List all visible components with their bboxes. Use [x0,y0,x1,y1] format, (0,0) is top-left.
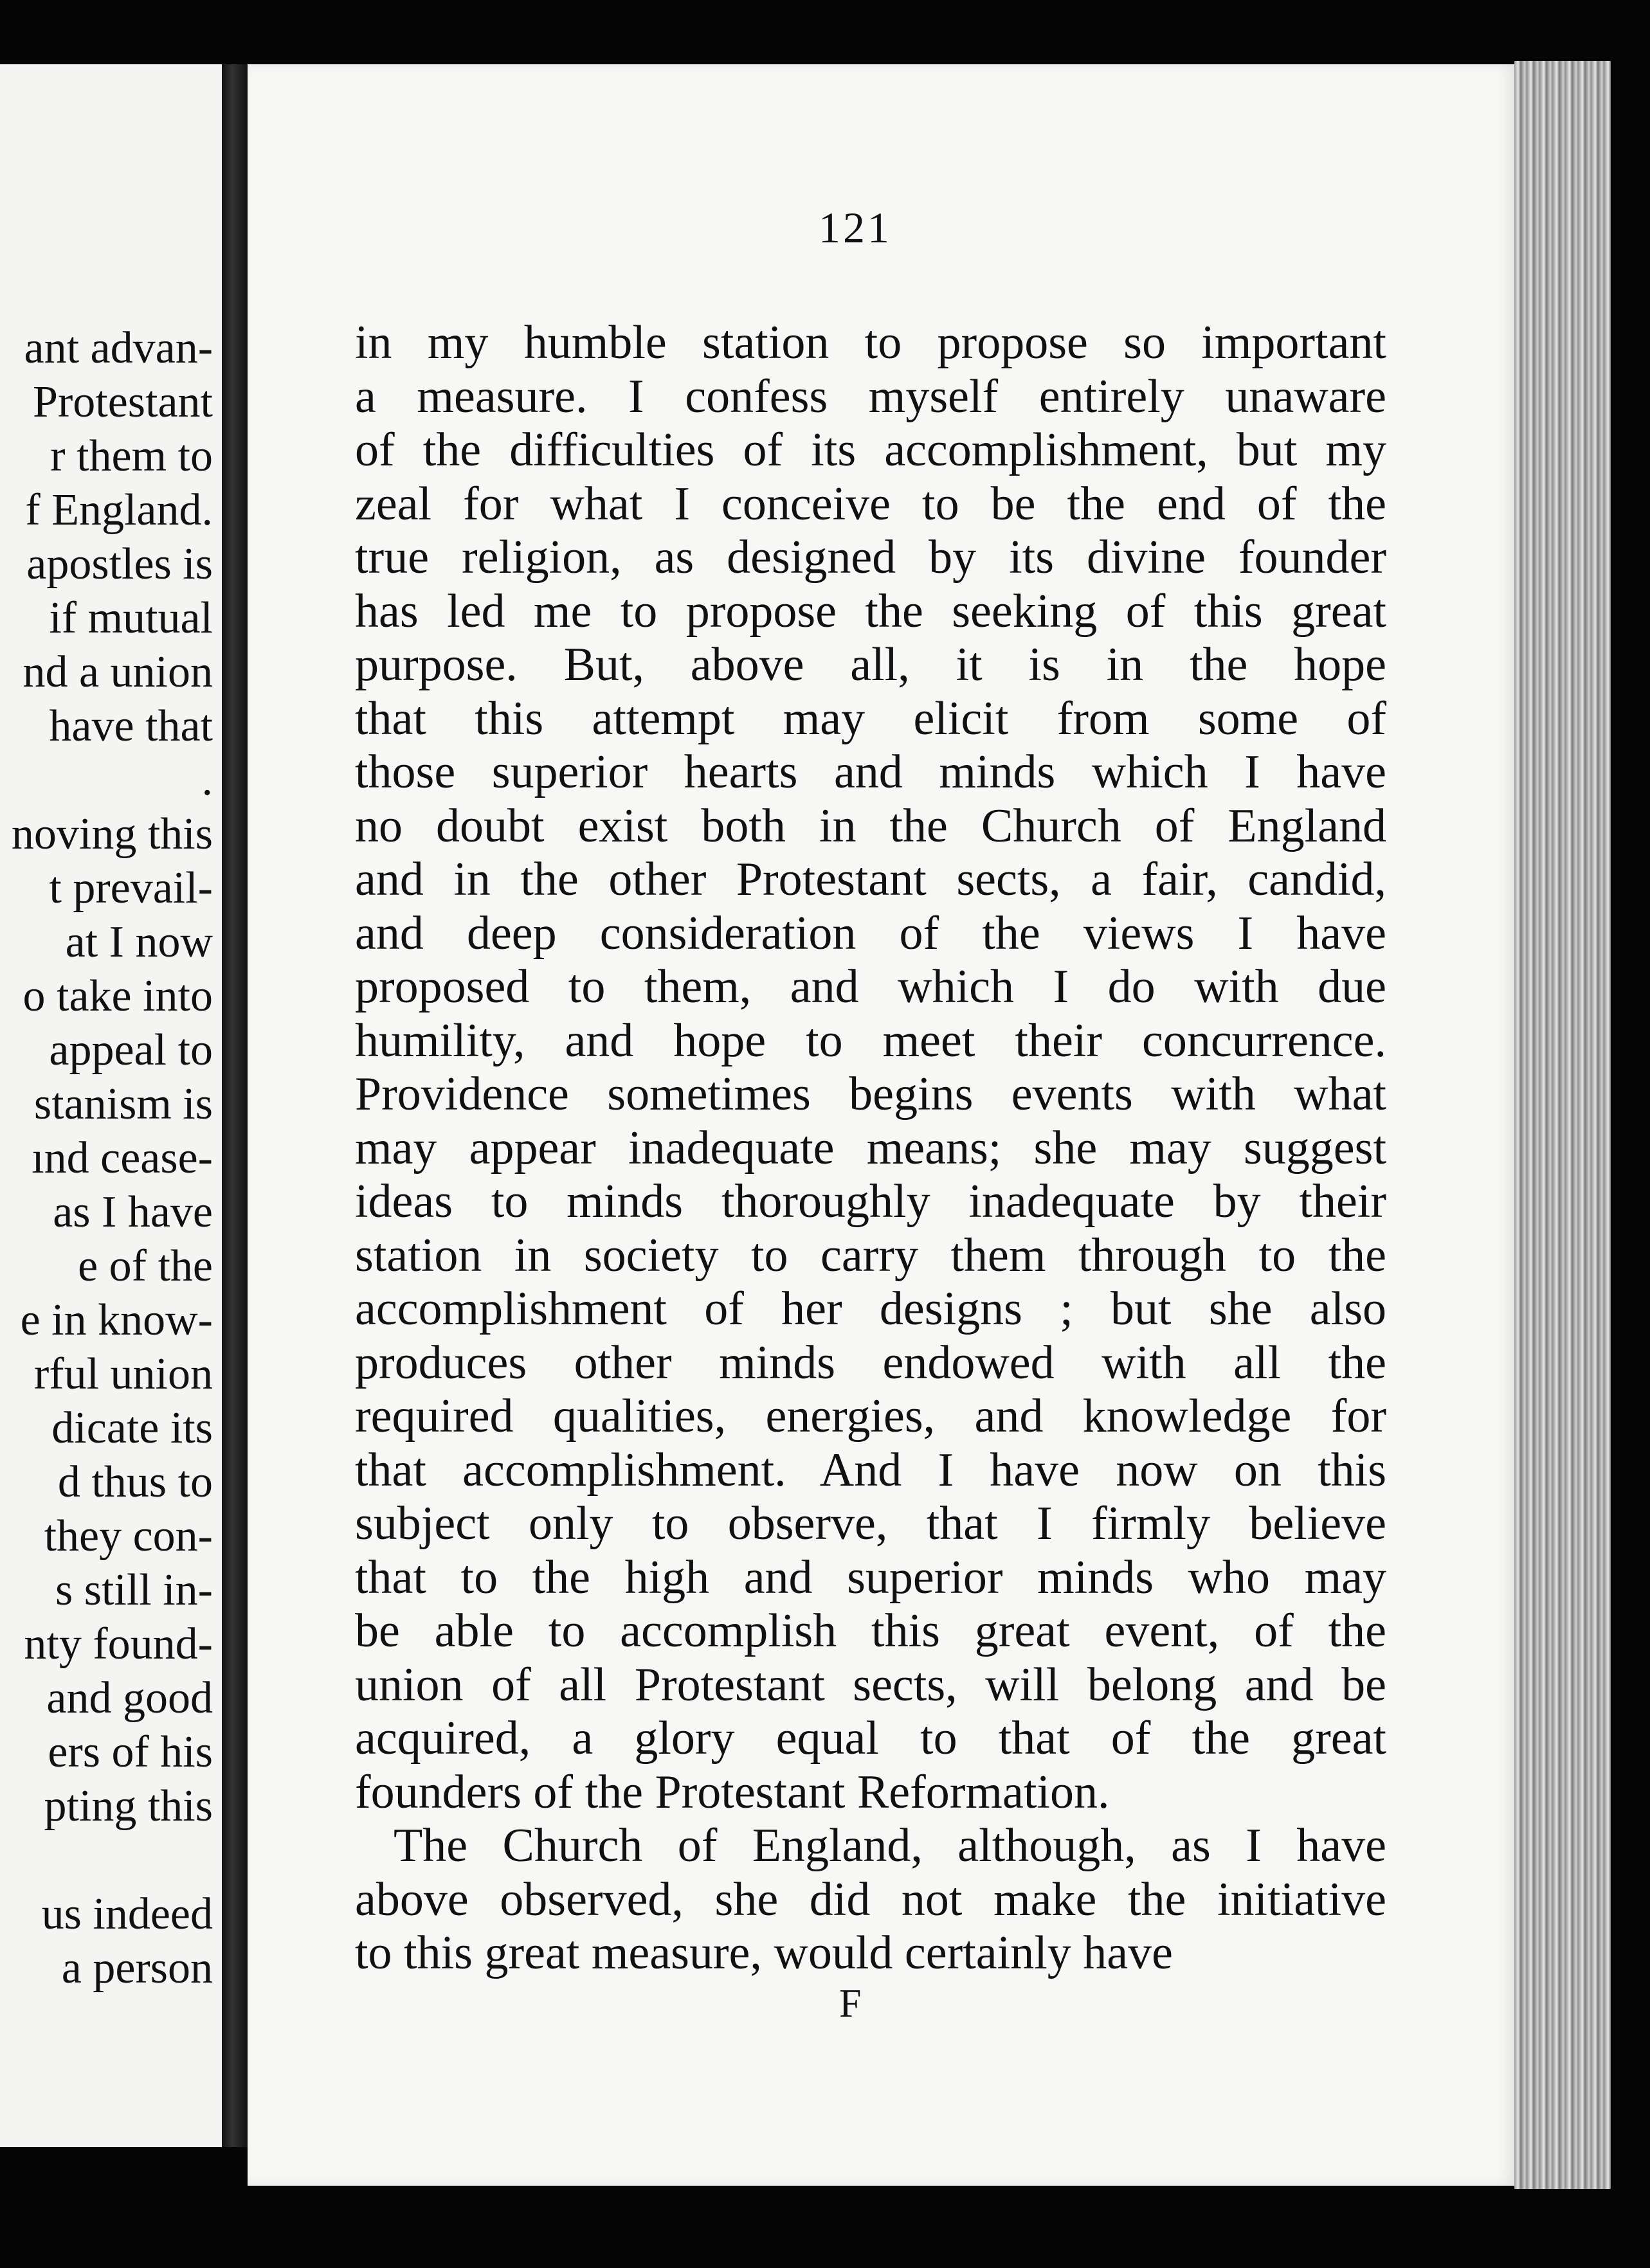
text-line: above observed, she did not make the initiative [355,1873,1386,1926]
left-page-line: nd a union [23,647,213,697]
left-page-line: noving this [11,809,213,859]
left-page-line: as I have [53,1187,213,1237]
left-page-line: if mutual [49,593,213,643]
text-line: has led me to propose the seeking of this great [355,584,1386,638]
text-line: that to the high and superior minds who may [355,1551,1386,1604]
text-line: to this great measure, would certainly have [355,1927,1173,1979]
text-line: and deep consideration of the views I have [355,906,1386,960]
left-page-line: and good [46,1673,213,1723]
text-line: union of all Protestant sects, will belong and be [355,1658,1386,1711]
left-page-line: dicate its [51,1403,213,1453]
text-line: in my humble station to propose so important [355,316,1386,369]
text-line: a measure. I confess myself entirely unaware [355,370,1386,423]
left-page-line: s still in- [55,1565,213,1615]
text-line: produces other minds endowed with all the [355,1336,1386,1389]
text-line: humility, and hope to meet their concurrence. [355,1014,1386,1067]
text-line: subject only to observe, that I firmly believe [355,1497,1386,1550]
left-page-line: us indeed [41,1889,213,1939]
left-page-line: appeal to [49,1025,213,1075]
left-page-line: a person [61,1943,213,1993]
text-line: no doubt exist both in the Church of England [355,799,1386,852]
left-page-line: have that [49,701,213,751]
text-line: that this attempt may elicit from some of [355,692,1386,745]
text-line: station in society to carry them through to the [355,1228,1386,1282]
left-page-line: at I now [65,917,213,967]
text-line: acquired, a glory equal to that of the great [355,1712,1386,1765]
left-page-line: . [201,755,213,805]
left-page-line: nty found- [24,1619,213,1669]
body-text [355,316,1386,1981]
left-page-line: d thus to [57,1457,213,1507]
left-page-line: e in know- [20,1295,213,1345]
left-page-line: pting this [44,1781,213,1831]
left-page-line: ers of his [48,1727,213,1777]
left-page-line: apostles is [26,539,213,589]
text-line: proposed to them, and which I do with due [355,960,1386,1013]
left-page-line: ınd cease- [32,1133,213,1183]
signature-mark: F [839,1982,862,2026]
left-page-line: rful union [33,1349,213,1399]
text-line: zeal for what I conceive to be the end of the [355,477,1386,530]
left-page-line: o take into [23,971,213,1021]
left-page-line: ant advan- [24,323,213,373]
text-line: that accomplishment. And I have now on this [355,1443,1386,1497]
text-line: be able to accomplish this great event, of the [355,1605,1386,1657]
text-line: may appear inadequate means; she may suggest [355,1121,1386,1174]
left-page-line [0,1833,213,1887]
text-line: The Church of England, although, as I have [394,1819,1386,1872]
left-page-line: e of the [78,1241,213,1291]
page-edge-stack [1514,61,1611,2189]
left-page-line: f England. [25,485,213,535]
left-page-line: stanism is [33,1079,213,1129]
left-facing-page [0,64,227,2147]
text-line: those superior hearts and minds which I have [355,746,1386,798]
text-line: founders of the Protestant Reformation. [355,1765,1110,1819]
left-page-text [0,321,213,1995]
text-line: Providence sometimes begins events with what [355,1068,1386,1120]
text-line: required qualities, energies, and knowledge for [355,1390,1386,1443]
text-line: and in the other Protestant sects, a fair, candid, [355,853,1386,906]
text-line: accomplishment of her designs ; but she also [355,1282,1386,1335]
book-gutter [222,64,248,2147]
left-page-line: t prevail- [49,863,213,913]
left-page-line: they con- [44,1511,213,1561]
left-page-line: r them to [50,431,213,481]
text-line: ideas to minds thoroughly inadequate by their [355,1175,1386,1228]
left-page-line: Protestant [33,377,213,427]
page-number: 121 [819,203,892,252]
text-line: true religion, as designed by its divine founder [355,531,1386,584]
text-line: of the difficulties of its accomplishment, but my [355,424,1386,476]
text-line: purpose. But, above all, it is in the hope [355,638,1386,691]
